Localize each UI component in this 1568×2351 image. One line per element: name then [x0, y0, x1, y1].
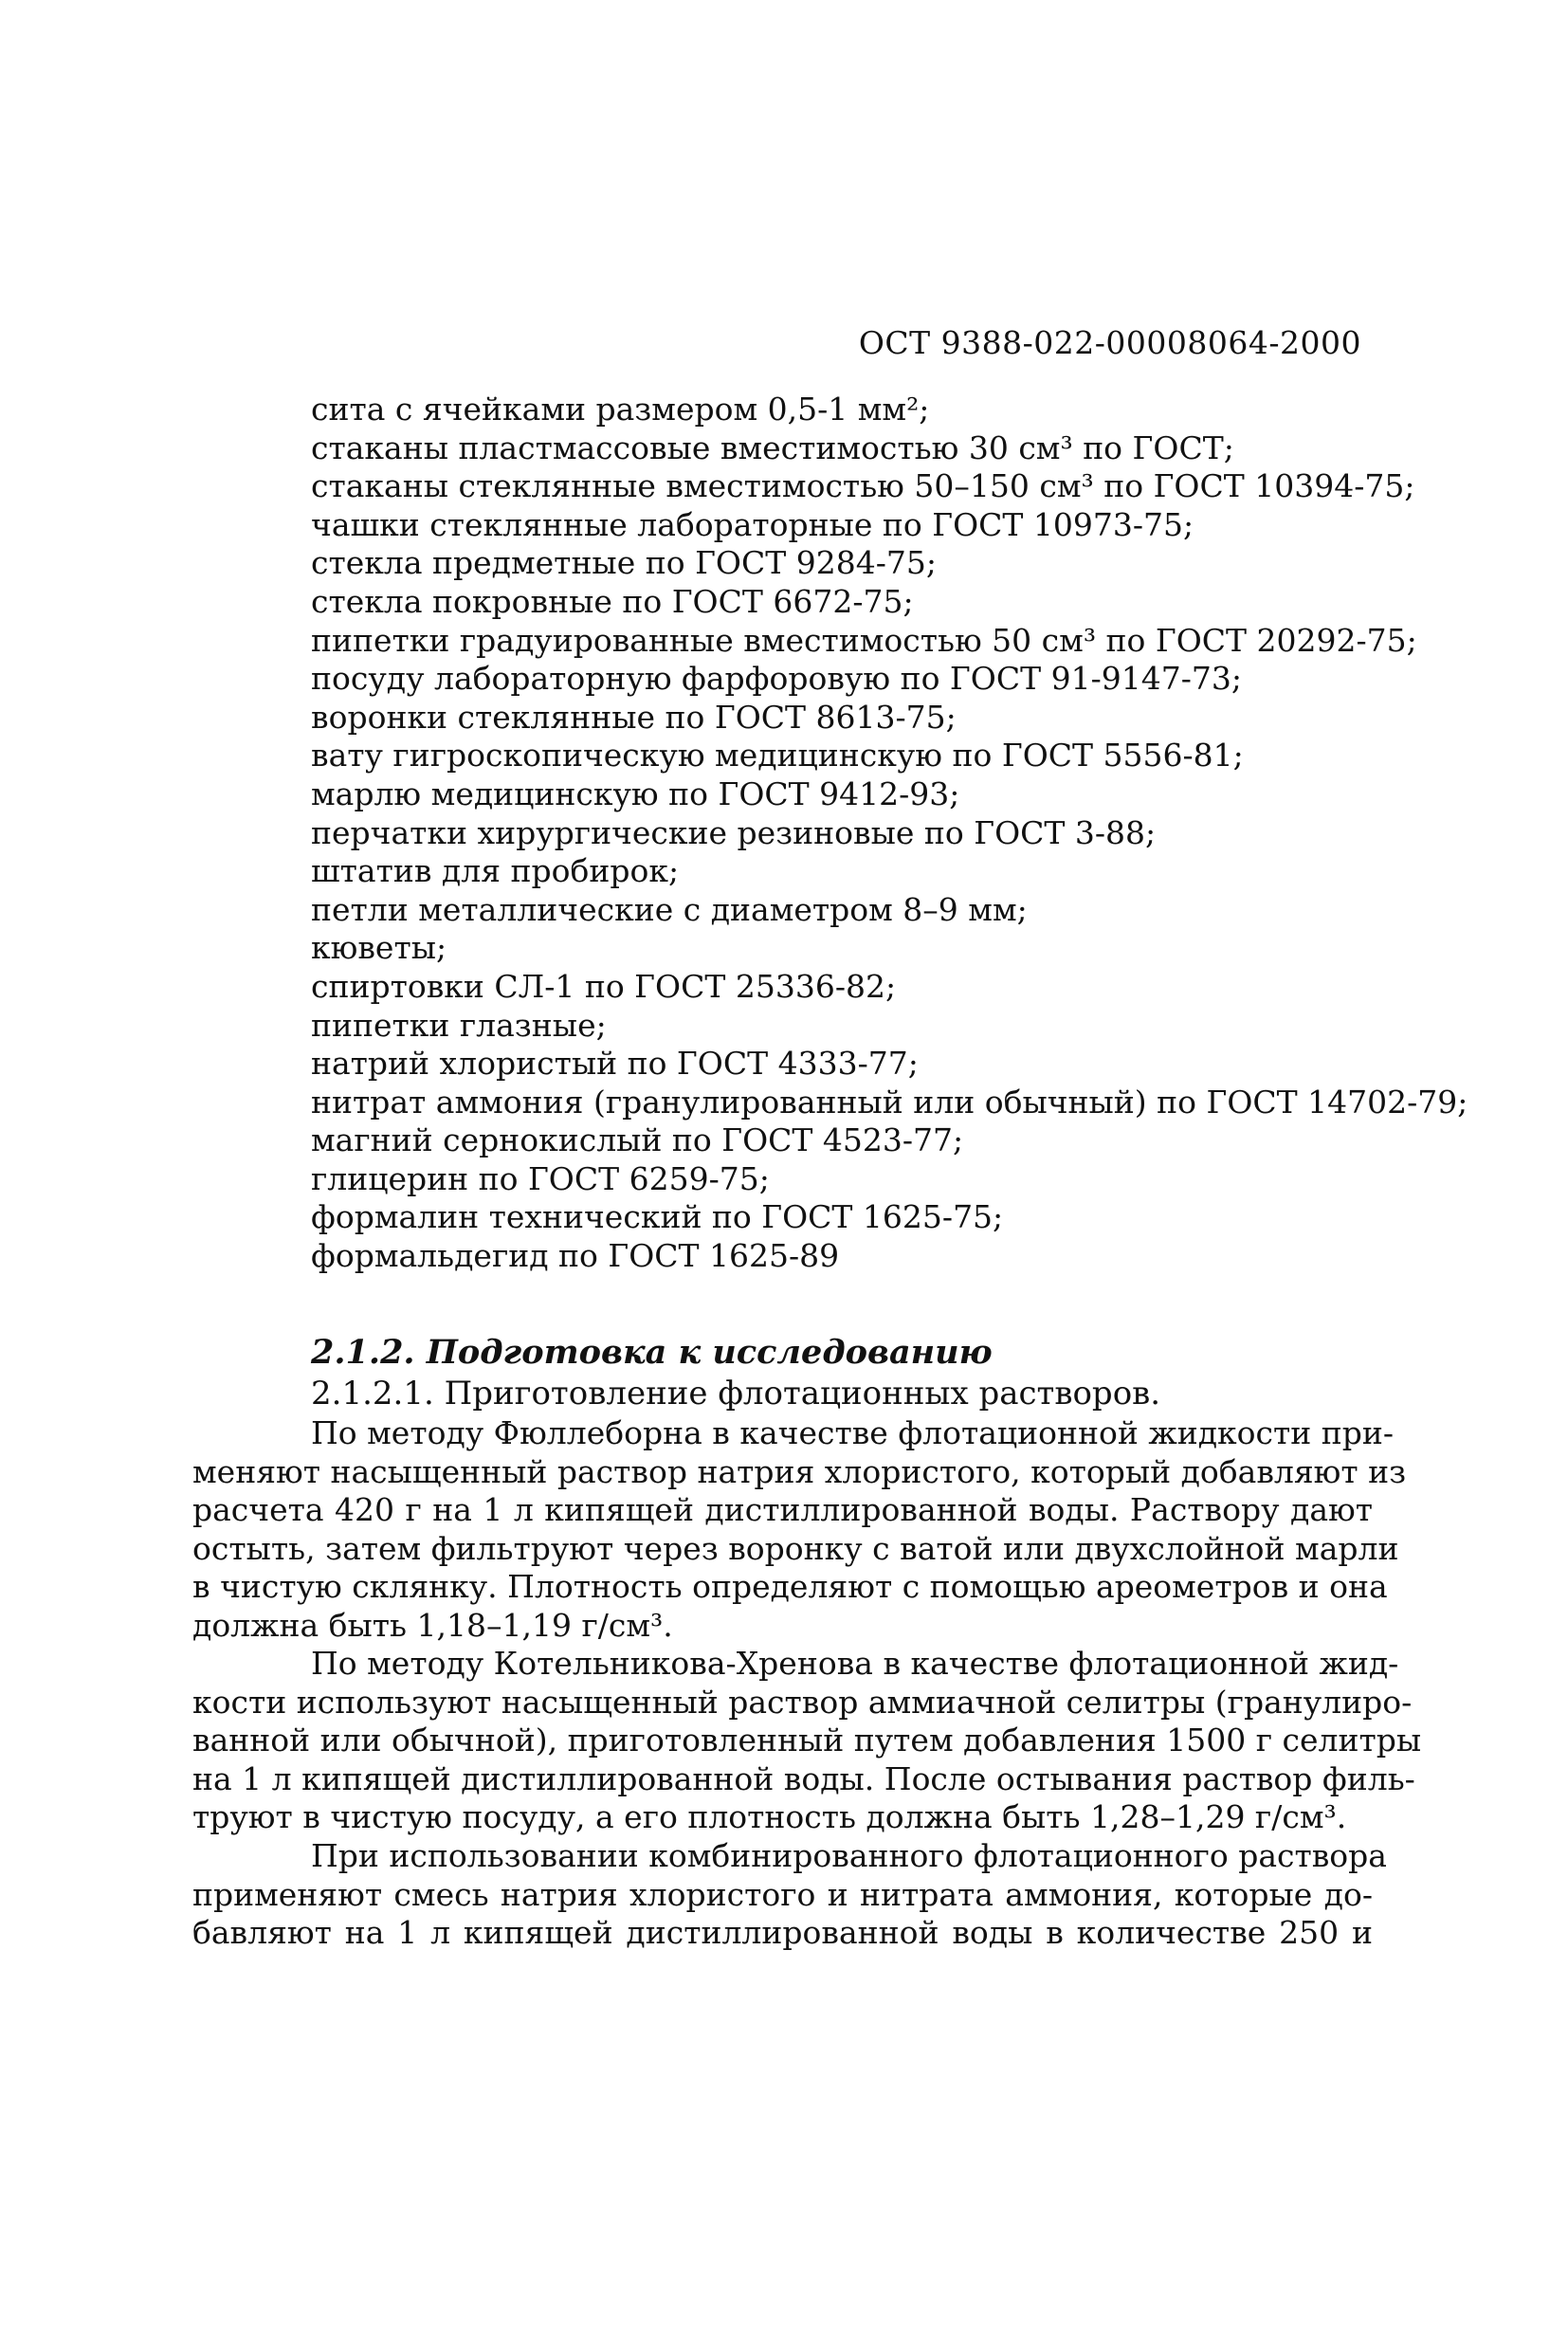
paragraph-line: труют в чистую посуду, а его плотность должна быть 1,28–1,29 г/см³.: [192, 1798, 1347, 1836]
list-item: петли металлические с диаметром 8–9 мм;: [311, 890, 1028, 928]
list-item: пипетки градуированные вместимостью 50 см³ по ГОСТ 20292-75;: [311, 621, 1417, 659]
list-item: воронки стеклянные по ГОСТ 8613-75;: [311, 698, 957, 736]
paragraph-line: ванной или обычной), приготовленный путем добавления 1500 г селитры: [192, 1722, 1422, 1759]
paragraph-line: По методу Котельникова-Хренова в качестве флотационной жид-: [311, 1645, 1399, 1682]
list-item: штатив для пробирок;: [311, 852, 680, 890]
list-item: кюветы;: [311, 929, 447, 967]
paragraph-combined-solution: [192, 1837, 1387, 1953]
list-item: стекла покровные по ГОСТ 6672-75;: [311, 582, 914, 620]
list-item: нитрат аммония (гранулированный или обычный) по ГОСТ 14702-79;: [311, 1083, 1468, 1121]
paragraph-line: расчета 420 г на 1 л кипящей дистиллированной воды. Раствору дают: [192, 1491, 1373, 1529]
list-item: перчатки хирургические резиновые по ГОСТ 3-88;: [311, 813, 1157, 851]
paragraph-line: остыть, затем фильтруют через воронку с ватой или двухслойной марли: [192, 1529, 1399, 1567]
materials-list: [311, 391, 1468, 1276]
list-item: чашки стеклянные лабораторные по ГОСТ 10973-75;: [311, 505, 1194, 543]
list-item: вату гигроскопическую медицинскую по ГОСТ 5556-81;: [311, 737, 1244, 775]
list-item: формальдегид по ГОСТ 1625-89: [311, 1237, 840, 1275]
paragraph-line: По методу Фюллеборна в качестве флотационной жидкости при-: [311, 1414, 1394, 1451]
paragraph-line: на 1 л кипящей дистиллированной воды. После остывания раствор филь-: [192, 1759, 1415, 1797]
list-item: формалин технический по ГОСТ 1625-75;: [311, 1198, 1004, 1236]
list-item: посуду лабораторную фарфоровую по ГОСТ 91-9147-73;: [311, 660, 1242, 698]
paragraph-kotelnikov-method: [192, 1645, 1422, 1837]
list-item: сита с ячейками размером 0,5-1 мм²;: [311, 391, 930, 428]
list-item: стекла предметные по ГОСТ 9284-75;: [311, 544, 937, 582]
paragraph-fulleborn-method: [192, 1414, 1407, 1646]
paragraph-line: бавляют на 1 л кипящей дистиллированной воды в количестве 250 и: [192, 1914, 1373, 1952]
paragraph-line: применяют смесь натрия хлористого и нитрата аммония, которые до-: [192, 1875, 1373, 1913]
paragraph-line: в чистую склянку. Плотность определяют с помощью ареометров и она: [192, 1568, 1388, 1606]
list-item: марлю медицинскую по ГОСТ 9412-93;: [311, 775, 960, 812]
paragraph-line: При использовании комбинированного флотационного раствора: [311, 1837, 1387, 1874]
list-item: глицерин по ГОСТ 6259-75;: [311, 1159, 770, 1197]
section-title: 2.1.2. Подготовка к исследованию: [311, 1333, 993, 1372]
document-code: ОСТ 9388-022-00008064-2000: [858, 324, 1361, 361]
paragraph-line: кости используют насыщенный раствор аммиачной селитры (гранулиро-: [192, 1683, 1413, 1721]
paragraph-line: должна быть 1,18–1,19 г/см³.: [192, 1606, 673, 1644]
subsection-title: 2.1.2.1. Приготовление флотационных растворов.: [311, 1375, 1161, 1412]
paragraph-line: меняют насыщенный раствор натрия хлористого, который добавляют из: [192, 1452, 1407, 1490]
list-item: стаканы пластмассовые вместимостью 30 см³ по ГОСТ;: [311, 428, 1234, 466]
list-item: спиртовки СЛ-1 по ГОСТ 25336-82;: [311, 967, 897, 1005]
list-item: натрий хлористый по ГОСТ 4333-77;: [311, 1045, 919, 1083]
list-item: стаканы стеклянные вместимостью 50–150 см³ по ГОСТ 10394-75;: [311, 467, 1415, 505]
list-item: пипетки глазные;: [311, 1006, 607, 1044]
list-item: магний сернокислый по ГОСТ 4523-77;: [311, 1121, 964, 1159]
